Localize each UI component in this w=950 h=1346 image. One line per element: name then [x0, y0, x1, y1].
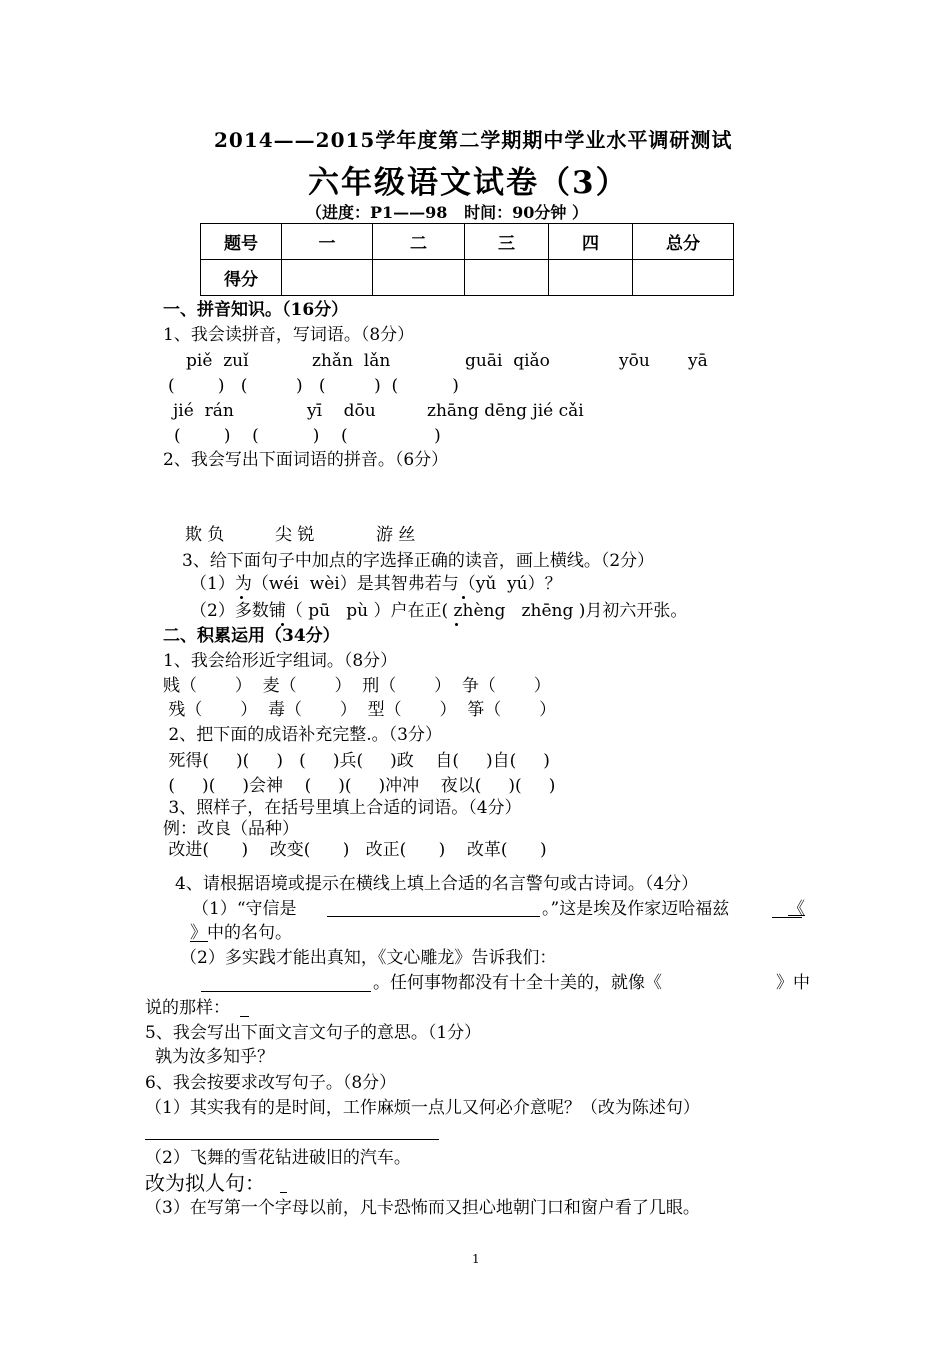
emphasis-dot — [462, 596, 465, 599]
pinyin: yī dōu — [307, 401, 376, 421]
answer-row[interactable]: 改进( ) 改变( ) 改正( ) 改革( ) — [163, 840, 547, 860]
sentence: （2）多实践才能出真知，《文心雕龙》告诉我们： — [180, 948, 557, 968]
word: 欺 负 — [185, 525, 225, 545]
sentence: 。”这是埃及作家迈哈福兹 — [542, 899, 730, 919]
answer-row[interactable]: ( )( )会神 ( )( )冲冲 夜以( )( ) — [163, 776, 556, 796]
question-text: 5、我会写出下面文言文句子的意思。（1分） — [145, 1023, 482, 1043]
pinyin: piě zuǐ — [186, 351, 249, 371]
score-cell: 题号 — [201, 224, 282, 260]
emphasis-dot — [455, 623, 458, 626]
question-text: 2、我会写出下面词语的拼音。（6分） — [163, 450, 449, 470]
exam-title: 六年级语文试卷（3） — [308, 165, 629, 201]
answer-line[interactable] — [145, 1139, 439, 1140]
sentence: （1）其实我有的是时间，工作麻烦一点儿又何必介意呢？（改为陈述句） — [145, 1098, 700, 1118]
pinyin: zhǎn lǎn — [312, 351, 391, 371]
answer-row[interactable]: 贱（ ） 麦（ ） 刑（ ） 争（ ） — [163, 676, 551, 696]
score-cell: 四 — [549, 224, 633, 260]
pinyin: guāi qiǎo — [465, 351, 550, 371]
score-input-cell[interactable] — [282, 260, 373, 296]
fill-in-blank[interactable] — [190, 941, 208, 942]
fill-in-blank[interactable] — [772, 917, 802, 918]
answer-row[interactable]: 残（ ） 毒（ ） 型（ ） 筝（ ） — [163, 700, 557, 720]
score-table — [200, 223, 734, 296]
answer-brackets[interactable]: ( ) ( ) ( ) ( ) — [168, 376, 459, 396]
exam-supertitle: 2014——2015学年度第二学期期中学业水平调研测试 — [214, 128, 733, 152]
question-text: 2、把下面的成语补充完整.。（3分） — [163, 725, 442, 745]
word: 游 丝 — [376, 525, 416, 545]
question-text: 1、我会读拼音，写词语。（8分） — [163, 325, 415, 345]
fill-in-blank[interactable] — [240, 1016, 249, 1017]
fill-in-blank[interactable] — [201, 991, 371, 992]
question-text: 3、给下面句子中加点的字选择正确的读音，画上横线。（2分） — [182, 551, 655, 571]
sentence: 》中的名句。 — [190, 923, 292, 943]
score-cell: 三 — [465, 224, 549, 260]
question-text: 6、我会按要求改写句子。（8分） — [145, 1073, 397, 1093]
section2-heading: 二、积累运用（34分） — [163, 626, 340, 646]
score-input-cell[interactable] — [549, 260, 633, 296]
sentence: 《 — [788, 899, 805, 919]
score-cell: 总分 — [633, 224, 734, 260]
score-input-cell[interactable] — [373, 260, 465, 296]
sentence: （2）多数铺（ pū pù ）户在正( zhèng zhēng )月初六开张。 — [190, 601, 688, 621]
pinyin: yā — [688, 351, 708, 371]
sentence: 改为拟人句： — [145, 1171, 265, 1195]
score-table-score-row — [201, 260, 734, 296]
answer-row[interactable]: 死得( )( ) ( )兵( )政 自( )自( ) — [163, 751, 550, 771]
sentence: 。任何事物都没有十全十美的，就像《 — [373, 973, 662, 993]
section1-heading: 一、拼音知识。（16分） — [163, 300, 349, 320]
sentence: （1）“守信是 — [192, 899, 297, 919]
sentence: （2）飞舞的雪花钻进破旧的汽车。 — [145, 1148, 411, 1168]
score-input-cell[interactable] — [633, 260, 734, 296]
pinyin: zhāng dēng jié cǎi — [427, 401, 584, 421]
sentence: （3）在写第一个字母以前，凡卡恐怖而又担心地朝门口和窗户看了几眼。 — [145, 1198, 700, 1218]
sentence: 说的那样： — [145, 998, 230, 1018]
sentence: （1）为（wéi wèi）是其智弗若与（yǔ yú）？ — [190, 574, 562, 594]
pinyin: yōu — [619, 351, 650, 371]
sentence: 孰为汝多知乎？ — [155, 1047, 274, 1067]
question-text: 1、我会给形近字组词。（8分） — [163, 651, 398, 671]
example-text: 例：改良（品种） — [163, 819, 299, 839]
pinyin: jié rán — [173, 401, 234, 421]
fill-in-blank[interactable] — [327, 916, 540, 917]
emphasis-dot — [240, 596, 243, 599]
sentence: 》中 — [776, 973, 810, 993]
score-cell: 一 — [282, 224, 373, 260]
answer-brackets[interactable]: ( ) ( ) ( ) — [174, 426, 441, 446]
score-cell: 得分 — [201, 260, 282, 296]
score-cell: 二 — [373, 224, 465, 260]
fill-in-blank[interactable] — [280, 1192, 287, 1193]
score-input-cell[interactable] — [465, 260, 549, 296]
word: 尖 锐 — [275, 525, 315, 545]
question-text: 3、照样子，在括号里填上合适的词语。（4分） — [163, 798, 522, 818]
question-text: 4、请根据语境或提示在横线上填上合适的名言警句或古诗词。（4分） — [175, 874, 699, 894]
score-table-header-row — [201, 224, 734, 260]
exam-subtitle: （进度：P1——98 时间：90分钟 ） — [306, 203, 588, 222]
page-number: 1 — [472, 1252, 480, 1266]
